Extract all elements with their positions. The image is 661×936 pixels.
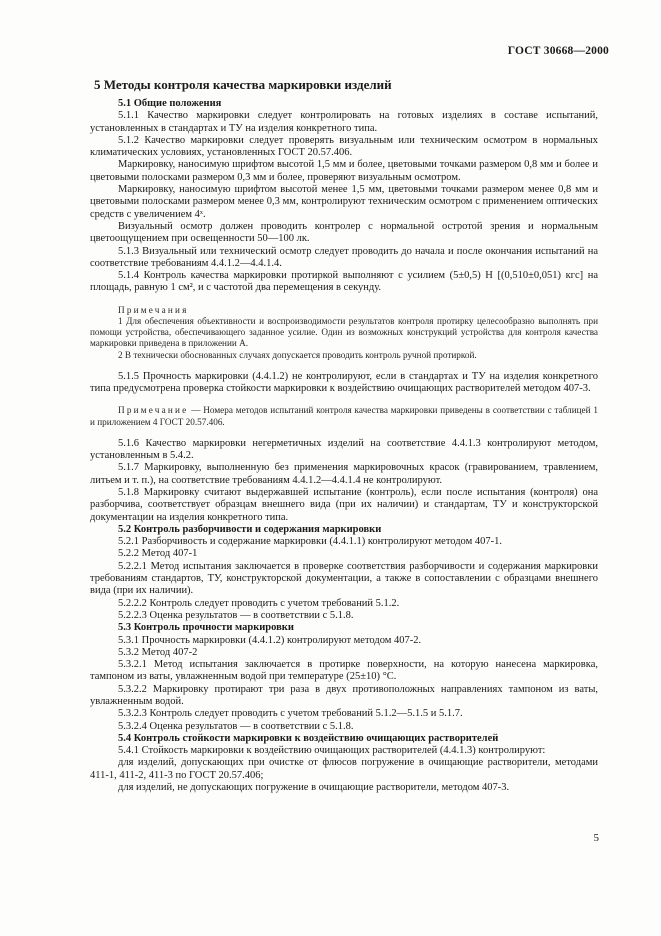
paragraph-p522: 5.2.2 Метод 407-1 xyxy=(118,548,198,560)
paragraph-p516: 5.1.6 Качество маркировки негерметичных изделий на соответствие 4.4.1.3 контролируют методом, установленным в 5.4.2. xyxy=(90,437,598,462)
paragraph-p532: 5.3.2 Метод 407-2 xyxy=(118,646,198,658)
paragraph-p5324: 5.3.2.4 Оценка результатов — в соответствии с 5.1.8. xyxy=(118,720,354,732)
note-item-1: 1 Для обеспечения объективности и воспроизводимости результатов контроля протирку целесообразно выполнять при помощи устройства, обеспечивающего заданное усилие. Один из возможных конструкций устройства для контроля качества маркировки приведена в приложении А. xyxy=(90,315,598,349)
paragraph-p511: 5.1.1 Качество маркировки следует контролировать на готовых изделиях в составе испытаний, установленных в стандартах и ТУ на изделия конкретного типа. xyxy=(90,110,598,134)
page-number: 5 xyxy=(593,832,599,844)
paragraph-p521: 5.2.1 Разборчивость и содержание маркировки (4.4.1.1) контролируют методом 407-1. xyxy=(118,536,502,548)
paragraph-p5222: 5.2.2.2 Контроль следует проводить с учетом требований 5.1.2. xyxy=(118,597,400,609)
notes-block xyxy=(90,305,598,361)
paragraph-p541: 5.4.1 Стойкость маркировки к воздействию очищающих растворителей (4.4.1.3) контролируют: xyxy=(118,745,546,757)
subsection-heading-h53: 5.3 Контроль прочности маркировки xyxy=(118,622,294,634)
paragraph-p512c: Визуальный осмотр должен проводить контролер с нормальной остротой зрения и нормальным цветоощущением при освещенности 50—100 лк. xyxy=(90,220,598,245)
standard-header: ГОСТ 30668—2000 xyxy=(507,45,609,57)
note-label: Примечание xyxy=(118,405,189,416)
paragraph-p5223: 5.2.2.3 Оценка результатов — в соответствии с 5.1.8. xyxy=(118,609,354,621)
paragraph-p512: 5.1.2 Качество маркировки следует проверять визуальным или техническим осмотром в нормальных климатических условиях, установленных ГОСТ 20.57.406. xyxy=(90,134,598,159)
paragraph-p531: 5.3.1 Прочность маркировки (4.4.1.2) контролируют методом 407-2. xyxy=(118,634,422,646)
control-methods xyxy=(90,438,598,795)
paragraph-p512a: Маркировку, наносимую шрифтом высотой 1,5 мм и более, цветовыми точками размером 0,8 мм и более и цветовыми полосками размером 0,3 мм и более, проверяют визуальным осмотром. xyxy=(90,159,598,183)
subsection-heading-h51: 5.1 Общие положения xyxy=(118,98,222,109)
paragraph-p5221: 5.2.2.1 Метод испытания заключается в проверке соответствия разборчивости и содержания маркировки требованиям стандартов, ТУ, конструкторской документации, а также в сопоставлении с образцами внешнего вида (при их наличии). xyxy=(90,560,598,597)
paragraph-p517: 5.1.7 Маркировку, выполненную без применения маркировочных красок (гравированием, травлением, литьем и т. п.), на соответствие требованиям 4.4.1.2—4.4.1.4 не контролируют. xyxy=(90,462,598,486)
notes-heading: Примечания xyxy=(118,304,189,315)
note-methods xyxy=(90,405,598,427)
paragraph-p512b: Маркировку, наносимую шрифтом высотой менее 1,5 мм, цветовыми точками размером менее 0,8 мм и цветовыми полосками размером менее 0,3 мм, контролируют техническим осмотром с применением оптических средств с увеличением 4ˣ. xyxy=(90,184,598,220)
paragraph-p513: 5.1.3 Визуальный или технический осмотр следует проводить до начала и после окончания испытаний на соответствие требованиям 4.4.1.2—4.4.1.4. xyxy=(90,245,598,269)
subsection-heading-h54: 5.4 Контроль стойкости маркировки к воздействию очищающих растворителей xyxy=(118,732,499,744)
paragraph-p541b: для изделий, не допускающих погружение в очищающие растворители, методом 407-3. xyxy=(118,782,510,794)
paragraph-p541a: для изделий, допускающих при очистке от флюсов погружение в очищающие растворители, методами 411-1, 411-2, 411-3 по ГОСТ 20.57.406; xyxy=(90,757,598,781)
paragraph-p514: 5.1.4 Контроль качества маркировки протиркой выполняют с усилием (5±0,5) Н [(0,510±0,051) кгс] на площадь, равную 1 см², и с частотой два перемещения в секунду. xyxy=(90,270,598,294)
general-provisions xyxy=(90,98,598,295)
page-content xyxy=(90,77,598,794)
subsection-heading-h52: 5.2 Контроль разборчивости и содержания маркировки xyxy=(118,523,382,535)
paragraph-p5322: 5.3.2.2 Маркировку протирают три раза в двух противоположных направлениях тампоном из ваты, увлажненным водой. xyxy=(90,683,598,707)
note-text: — Номера методов испытаний контроля качества маркировки приведены в соответствии с таблицей 1 и приложением 4 ГОСТ 20.57.406. xyxy=(90,405,598,427)
note-item-2: 2 В технически обоснованных случаях допускается проводить контроль ручной протиркой. xyxy=(118,349,477,360)
paragraph-p518: 5.1.8 Маркировку считают выдержавшей испытание (контроль), если после испытания (контроля) она разборчива, соответствует образцам внешнего вида (при их наличии) и стандартам, ТУ и конструкторской документации на изделия конкретного типа. xyxy=(90,486,598,523)
paragraph-p5321: 5.3.2.1 Метод испытания заключается в протирке поверхности, на которую нанесена маркировка, тампоном из ваты, увлажненным водой при температуре (25±10) °С. xyxy=(90,659,598,683)
section-title: 5 Методы контроля качества маркировки изделий xyxy=(94,77,392,92)
paragraph-5-1-5: 5.1.5 Прочность маркировки (4.4.1.2) не контролируют, если в стандартах и ТУ на изделия конкретного типа предусмотрена проверка стойкости маркировки к воздействию очищающих растворителей методом 407-3. xyxy=(90,370,598,395)
paragraph-p5323: 5.3.2.3 Контроль следует проводить с учетом требований 5.1.2—5.1.5 и 5.1.7. xyxy=(118,708,463,720)
